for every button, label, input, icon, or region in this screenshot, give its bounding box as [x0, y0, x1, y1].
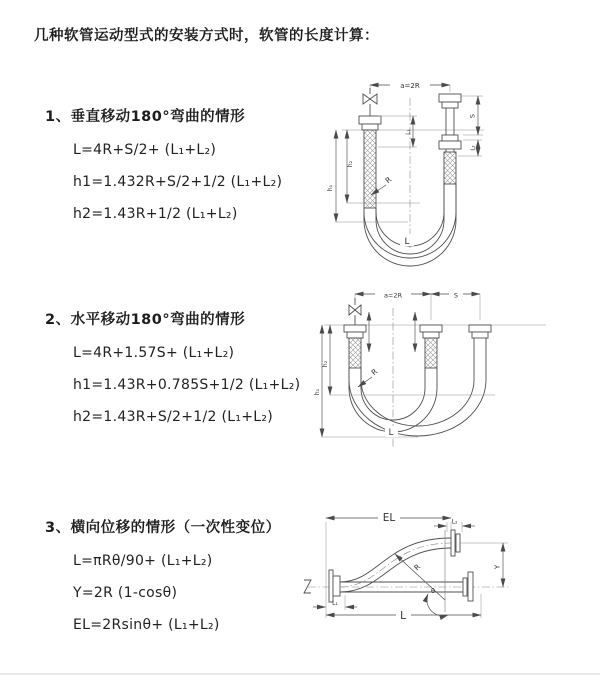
dim-a2r-label: a=2R: [400, 82, 420, 90]
right-pipe-flange: [439, 94, 461, 152]
diagram-lateral-displacement: [298, 500, 600, 662]
hose-braided-section-middle: [425, 338, 437, 368]
dim-s-label: S: [453, 291, 459, 300]
formula-l: L=πRθ/90+ (L₁+L₂): [73, 553, 213, 569]
valve-icon: [363, 88, 377, 116]
dimension-a2r: [370, 79, 450, 92]
right-pipe-flange: [469, 325, 491, 338]
dim-l1-label: L₁: [332, 600, 338, 607]
radius-label: R: [369, 366, 380, 378]
hose-braided-section-left: [364, 130, 376, 208]
formula-l: L=4R+S/2+ (L₁+L₂): [73, 142, 217, 158]
dimension-l: [326, 594, 481, 622]
dim-h2-label: h₂: [347, 160, 354, 168]
length-label: L: [404, 237, 410, 247]
length-label: L: [388, 428, 394, 438]
dim-a2r-label: a=2R: [383, 291, 403, 300]
dim-s-label: S: [468, 113, 477, 119]
middle-pipe-flange: [420, 325, 442, 338]
dimension-l2: [458, 140, 482, 156]
left-pipe-flange: [359, 116, 381, 130]
section-3-heading: 3、横向位移的情形（一次性变位）: [45, 520, 281, 536]
dim-l2-label: L₂: [470, 145, 477, 151]
formula-h1: h1=1.432R+S/2+1/2 (L₁+L₂): [73, 174, 283, 190]
dim-h1-label: h₁: [327, 184, 334, 192]
hose-displaced-position: [340, 538, 451, 592]
section-2-heading: 2、水平移动180°弯曲的情形: [45, 312, 246, 328]
dim-h2-label: h₂: [322, 360, 329, 368]
dim-l-label: L: [400, 610, 406, 622]
upper-flange: [451, 530, 460, 556]
theta-label: θ: [431, 587, 435, 595]
formula-y: Y=2R (1-cosθ): [73, 585, 178, 601]
dim-el-label: EL: [382, 512, 396, 524]
dimension-l1: [378, 116, 417, 147]
length-callout: [385, 426, 398, 438]
dim-h1-label: h₁: [314, 388, 321, 396]
valve-icon: [349, 298, 361, 325]
dimension-s: [431, 289, 480, 300]
page-title: 几种软管运动型式的安装方式时，软管的长度计算：: [34, 28, 379, 44]
dim-l1-label: L₁: [405, 129, 412, 135]
diagram-horizontal-180-bend: [308, 280, 600, 458]
radius-callout: [395, 554, 445, 600]
u-bend-hose-position2: [349, 338, 486, 436]
formula-h2: h2=1.43R+1/2 (L₁+L₂): [73, 206, 238, 222]
formula-el: EL=2Rsinθ+ (L₁+L₂): [73, 617, 220, 633]
section-vertical-180: [45, 105, 325, 230]
length-callout: [400, 234, 414, 247]
diagram-vertical-180-bend: [320, 68, 600, 273]
hose-braided-section-left: [349, 338, 361, 368]
section-horizontal-180: [45, 308, 325, 433]
pipe-break-symbol: [304, 580, 311, 593]
left-flange: [329, 570, 340, 602]
section-lateral-displacement: [45, 516, 325, 641]
dimension-h2: [347, 130, 420, 203]
section-2-formulas: [45, 329, 325, 433]
hose-braided-section-right: [444, 152, 456, 184]
formula-l: L=4R+1.57S+ (L₁+L₂): [73, 345, 235, 361]
dim-y-label: Y: [493, 564, 502, 570]
radius-label: R: [412, 562, 423, 573]
section-3-formulas: [45, 537, 325, 641]
right-flange: [463, 572, 473, 601]
left-pipe-flange: [344, 325, 366, 338]
formula-h1: h1=1.43R+0.785S+1/2 (L₁+L₂): [73, 377, 301, 393]
dimension-s: [461, 96, 483, 135]
section-1-formulas: [45, 126, 325, 230]
section-1-heading: 1、垂直移动180°弯曲的情形: [45, 109, 246, 125]
formula-h2: h2=1.43R+S/2+1/2 (L₁+L₂): [73, 409, 274, 425]
dim-l2-label: L₂: [451, 518, 458, 526]
dimension-l1: [313, 595, 357, 610]
radius-label: R: [383, 174, 394, 186]
